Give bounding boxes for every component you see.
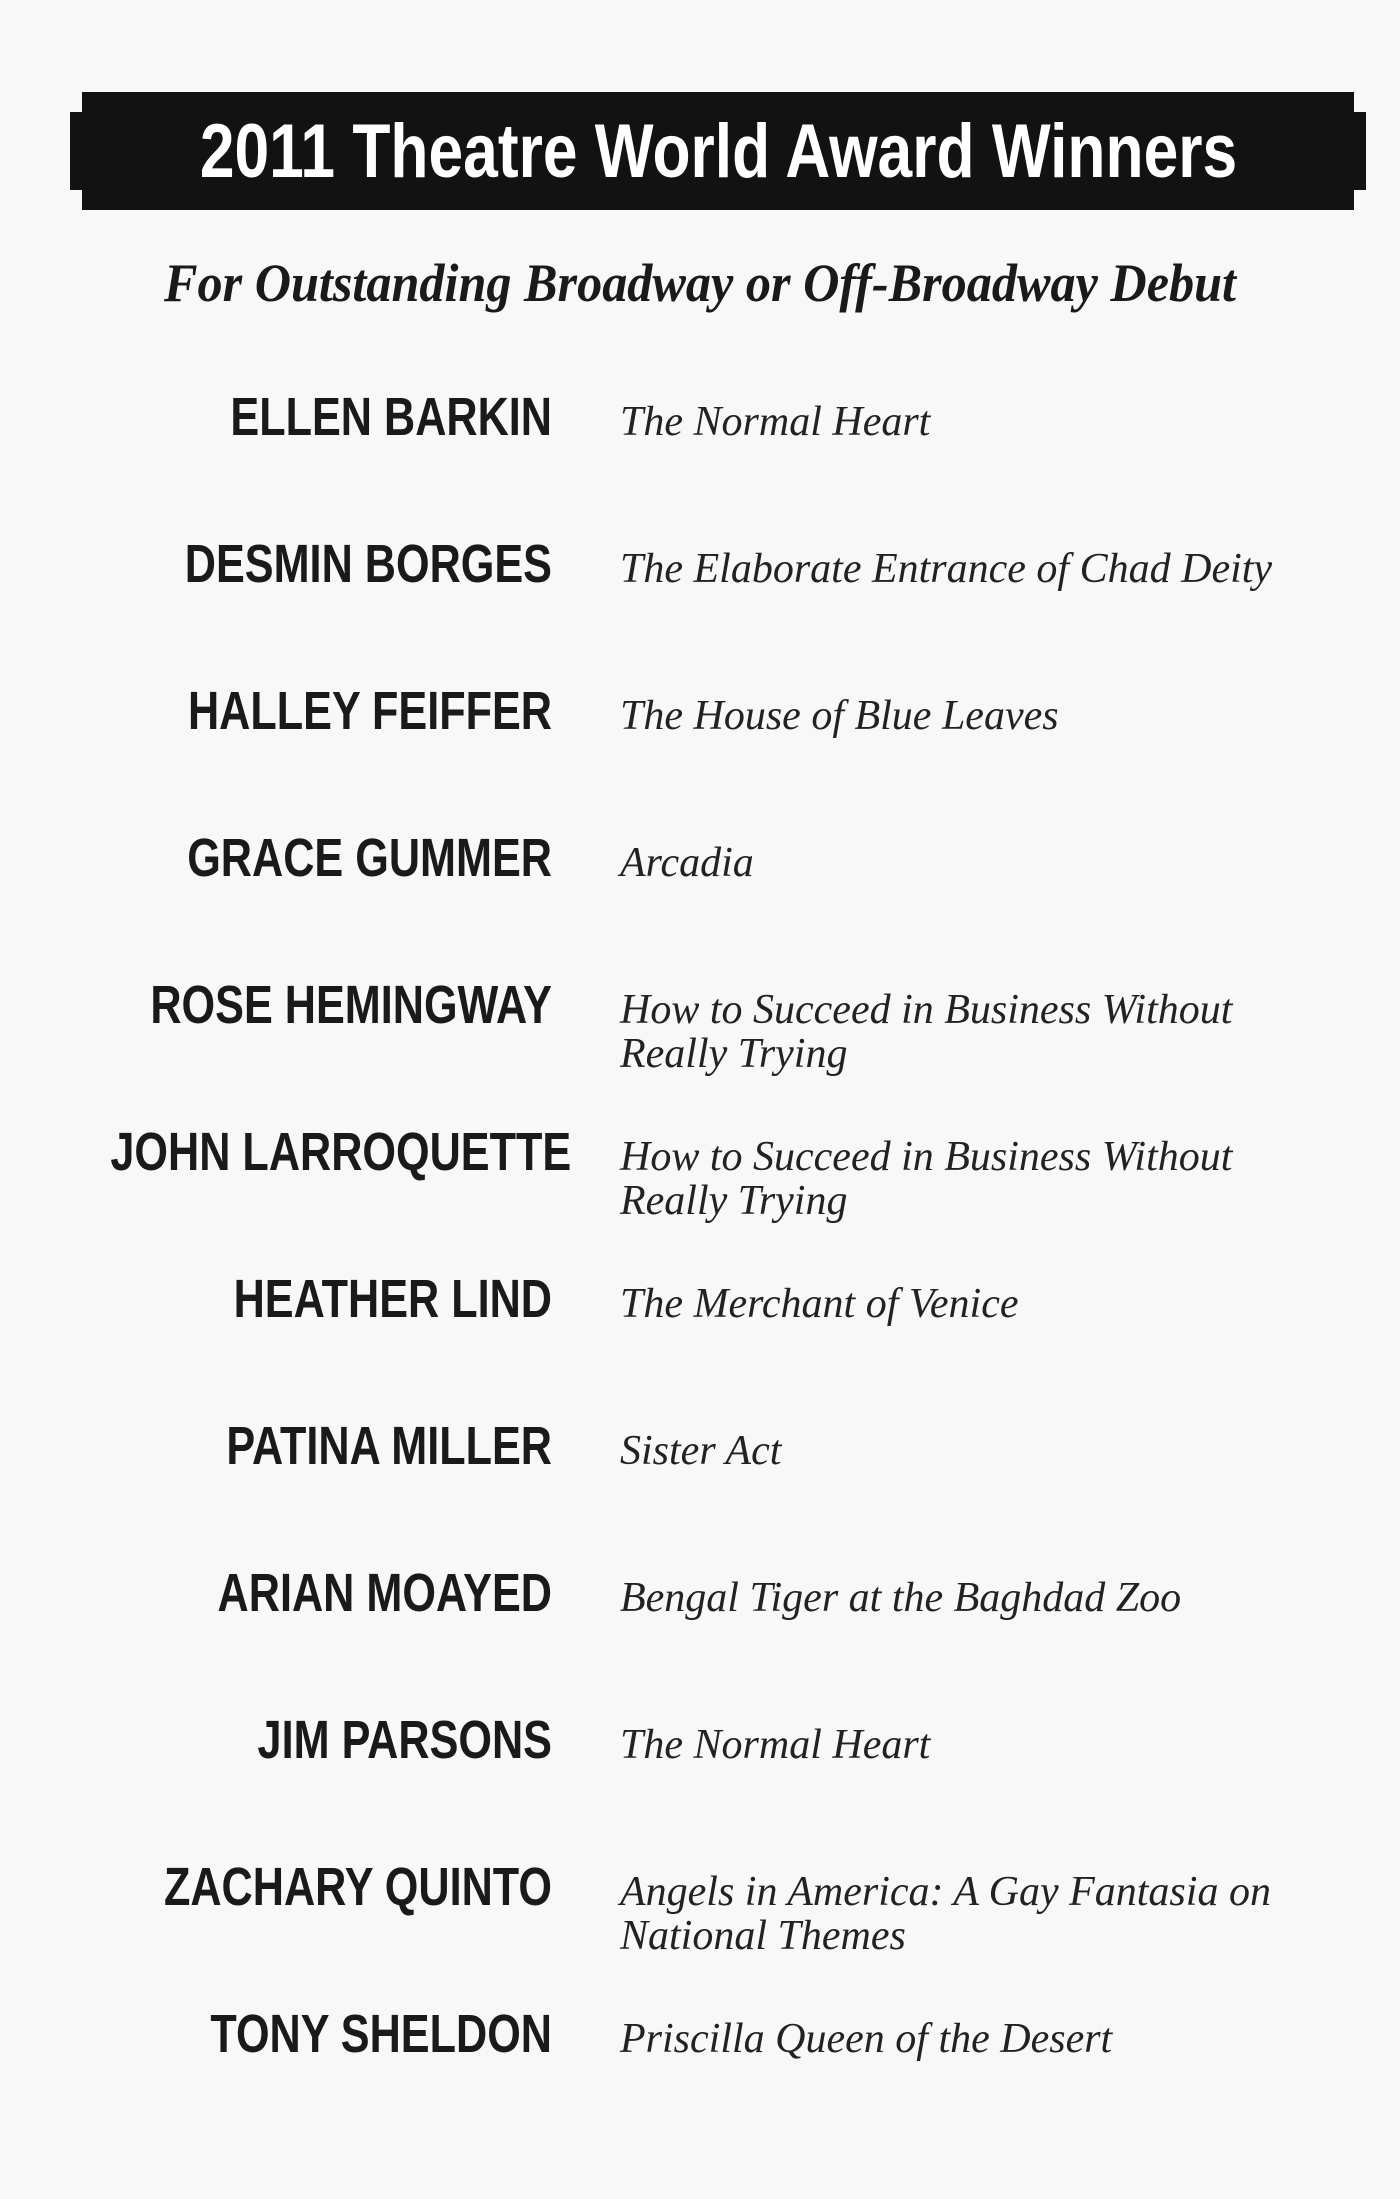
page-title: 2011 Theatre World Award Winners xyxy=(199,108,1237,194)
show-title: The Elaborate Entrance of Chad Deity xyxy=(620,546,1273,592)
winner-row xyxy=(0,1123,1400,1270)
winner-row xyxy=(0,682,1400,829)
show-title: Priscilla Queen of the Desert xyxy=(620,2016,1113,2062)
show-title: How to Succeed in Business Without Really Trying xyxy=(620,1134,1233,1224)
page-subtitle: For Outstanding Broadway or Off-Broadway Debut xyxy=(164,253,1236,313)
show-title: Angels in America: A Gay Fantasia on National Themes xyxy=(620,1869,1271,1959)
show-title: The Merchant of Venice xyxy=(620,1281,1019,1327)
winner-name: JOHN LARROQUETTE xyxy=(110,1122,572,1182)
show-title: How to Succeed in Business Without Really Trying xyxy=(620,987,1233,1077)
winner-name: PATINA MILLER xyxy=(226,1416,552,1476)
winner-name: GRACE GUMMER xyxy=(187,828,552,888)
winner-name: ROSE HEMINGWAY xyxy=(150,975,552,1035)
winner-row xyxy=(0,829,1400,976)
winner-row xyxy=(0,1564,1400,1711)
winner-name: JIM PARSONS xyxy=(257,1710,552,1770)
winner-name: ZACHARY QUINTO xyxy=(163,1857,553,1917)
title-banner xyxy=(82,92,1354,210)
winner-name: ELLEN BARKIN xyxy=(230,387,552,447)
winner-row xyxy=(0,1711,1400,1858)
show-title: Bengal Tiger at the Baghdad Zoo xyxy=(620,1575,1182,1621)
winners-list xyxy=(0,388,1400,2152)
winner-row xyxy=(0,976,1400,1123)
show-title: Sister Act xyxy=(620,1428,782,1474)
winner-name: TONY SHELDON xyxy=(210,2004,552,2064)
winner-row xyxy=(0,1858,1400,2005)
show-title: Arcadia xyxy=(620,840,754,886)
winner-name: ARIAN MOAYED xyxy=(217,1563,552,1623)
winner-name: HEATHER LIND xyxy=(233,1269,552,1329)
show-title: The Normal Heart xyxy=(620,1722,931,1768)
winner-name: DESMIN BORGES xyxy=(184,534,552,594)
winner-row xyxy=(0,1417,1400,1564)
winner-row xyxy=(0,2005,1400,2152)
show-title: The Normal Heart xyxy=(620,399,931,445)
winner-name: HALLEY FEIFFER xyxy=(187,681,552,741)
show-title: The House of Blue Leaves xyxy=(620,693,1059,739)
winner-row xyxy=(0,388,1400,535)
winner-row xyxy=(0,1270,1400,1417)
winner-row xyxy=(0,535,1400,682)
